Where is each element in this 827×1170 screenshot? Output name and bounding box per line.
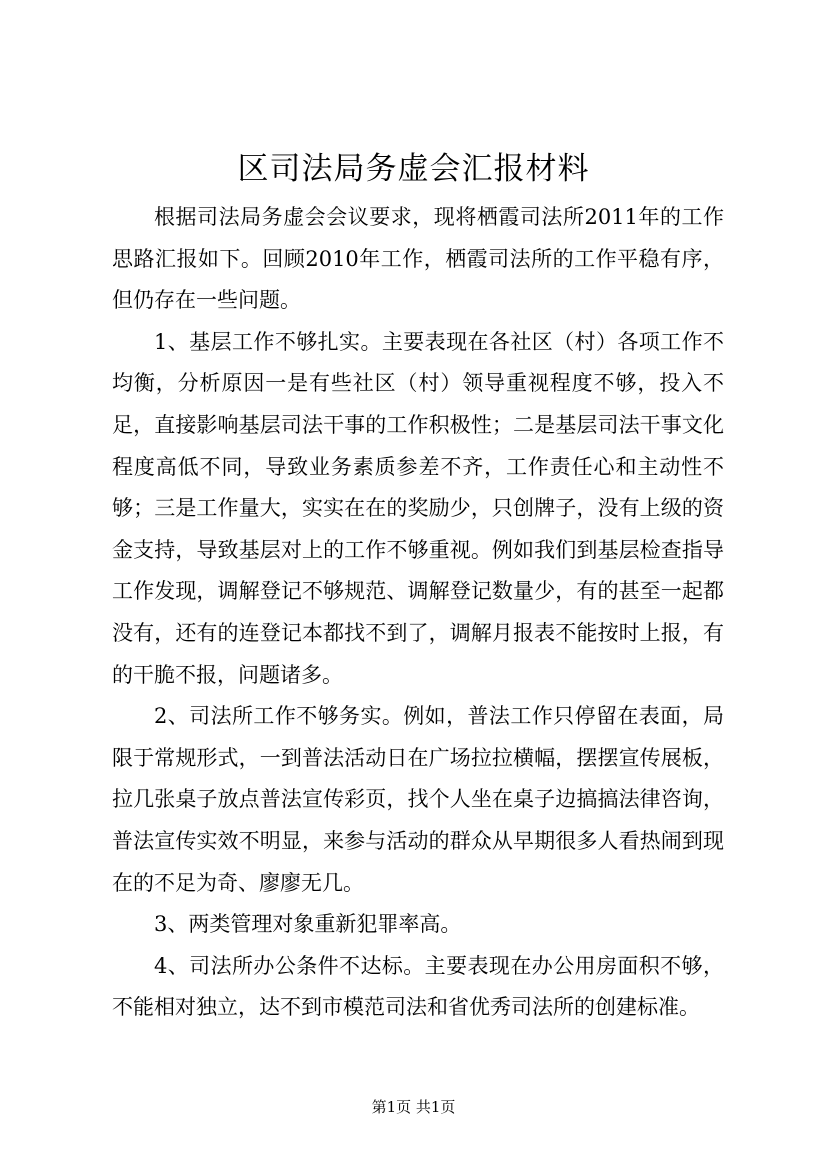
document-title: 区司法局务虚会汇报材料 — [237, 151, 590, 187]
paragraph-item-1: 1、基层工作不够扎实。主要表现在各社区（村）各项工作不均衡，分析原因一是有些社区（村）领导重视程度不够，投入不足，直接影响基层司法干事的工作积极性；二是基层司法干事文化程度高低不同，导致业务素质参差不齐，工作责任心和主动性不够；三是工作量大，实实在在的奖励少，只创牌子，没有上级的资金支持，导致基层对上的工作不够重视。例如我们到基层检查指导工作发现，调解登记不够规范、调解登记数量少，有的甚至一起都没有，还有的连登记本都找不到了，调解月报表不能按时上报，有的干脆不报，问题诸多。 — [112, 329, 724, 687]
paragraph-item-4: 4、司法所办公条件不达标。主要表现在办公用房面积不够，不能相对独立，达不到市模范司法和省优秀司法所的创建标准。 — [112, 953, 724, 1020]
page-footer: 第1页 共1页 — [371, 1098, 456, 1116]
paragraph-item-2: 2、司法所工作不够务实。例如，普法工作只停留在表面，局限于常规形式，一到普法活动日在广场拉拉横幅，摆摆宣传展板，拉几张桌子放点普法宣传彩页，找个人坐在桌子边搞搞法律咨询，普法宣传实效不明显，来参与活动的群众从早期很多人看热闹到现在的不足为奇、廖廖无几。 — [112, 704, 724, 895]
paragraph-intro: 根据司法局务虚会会议要求，现将栖霞司法所2011年的工作思路汇报如下。回顾2010年工作，栖霞司法所的工作平稳有序，但仍存在一些问题。 — [112, 205, 724, 313]
paragraph-item-3: 3、两类管理对象重新犯罪率高。 — [154, 912, 462, 937]
document-body — [112, 197, 724, 1029]
